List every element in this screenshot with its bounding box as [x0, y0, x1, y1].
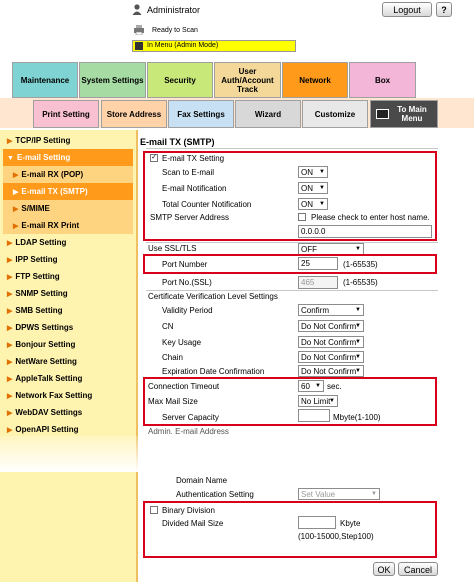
cn-label: CN: [162, 322, 174, 331]
sidebar-item-smime[interactable]: ▶ S/MIME: [3, 200, 133, 217]
connection-timeout-unit: sec.: [327, 382, 342, 391]
sidebar-item-dpws[interactable]: ▶ DPWS Settings: [7, 323, 74, 332]
divided-mail-size-range: (100-15000,Step100): [298, 532, 374, 541]
sidebar-item-webdav[interactable]: ▶ WebDAV Settings: [7, 408, 83, 417]
sidebar-item-netware[interactable]: ▶ NetWare Setting: [7, 357, 77, 366]
auth-setting-label: Authentication Setting: [176, 490, 254, 499]
tab-system-settings[interactable]: System Settings: [79, 62, 146, 98]
max-mail-size-select[interactable]: No Limit ▼: [298, 395, 338, 407]
hostname-check-label: Please check to enter host name.: [311, 213, 430, 222]
sidebar-item-tcpip[interactable]: ▶ TCP/IP Setting: [7, 136, 71, 145]
domain-name-label: Domain Name: [176, 476, 228, 485]
expiration-date-label: Expiration Date Confirmation: [162, 367, 265, 376]
main-menu-icon: [376, 109, 389, 119]
connection-timeout-select[interactable]: 60 ▼: [298, 380, 324, 392]
sidebar-item-ipp[interactable]: ▶ IPP Setting: [7, 255, 58, 264]
server-capacity-input[interactable]: [298, 409, 330, 422]
binary-division-label: Binary Division: [162, 506, 215, 515]
tab-wizard[interactable]: Wizard: [235, 100, 301, 128]
sidebar-item-ftp[interactable]: ▶ FTP Setting: [7, 272, 60, 281]
port-number-range: (1-65535): [343, 260, 378, 269]
cert-level-label: Certificate Verification Level Settings: [148, 292, 278, 301]
ssl-label: Use SSL/TLS: [148, 244, 197, 253]
chain-label: Chain: [162, 353, 183, 362]
max-mail-size-label: Max Mail Size: [148, 397, 198, 406]
server-capacity-unit: Mbyte(1-100): [333, 413, 381, 422]
tab-network[interactable]: Network: [282, 62, 348, 98]
divider-ssl: [146, 242, 438, 243]
total-counter-select[interactable]: ON ▼: [298, 198, 328, 210]
sidebar-item-smb[interactable]: ▶ SMB Setting: [7, 306, 63, 315]
admin-email-label: Admin. E-mail Address: [148, 427, 229, 436]
tab-security[interactable]: Security: [147, 62, 213, 98]
scan-to-email-label: Scan to E-mail: [162, 168, 215, 177]
tab-print-setting[interactable]: Print Setting: [33, 100, 99, 128]
title-divider: [146, 148, 438, 149]
sidebar-item-ldap[interactable]: ▶ LDAP Setting: [7, 238, 67, 247]
port-ssl-range: (1-65535): [343, 278, 378, 287]
sidebar-item-openapi[interactable]: ▶ OpenAPI Setting: [7, 425, 79, 434]
tab-customize[interactable]: Customize: [302, 100, 368, 128]
sidebar-item-snmp[interactable]: ▶ SNMP Setting: [7, 289, 68, 298]
port-number-input[interactable]: 25: [298, 257, 338, 270]
printer-icon: [133, 25, 145, 35]
key-usage-select[interactable]: Do Not Confirm ▼: [298, 336, 364, 348]
divider-cert: [146, 290, 438, 291]
chain-select[interactable]: Do Not Confirm ▼: [298, 351, 364, 363]
hostname-checkbox[interactable]: [298, 213, 306, 221]
divided-mail-size-unit: Kbyte: [340, 519, 361, 528]
tab-store-address[interactable]: Store Address: [101, 100, 167, 128]
port-number-label: Port Number: [162, 260, 208, 269]
port-ssl-label: Port No.(SSL): [162, 278, 212, 287]
faded-region: [0, 436, 474, 472]
sidebar-divider: [136, 130, 138, 582]
binary-division-checkbox[interactable]: [150, 506, 158, 514]
sidebar-item-bonjour[interactable]: ▶ Bonjour Setting: [7, 340, 76, 349]
email-notification-select[interactable]: ON ▼: [298, 182, 328, 194]
port-ssl-input[interactable]: 465: [298, 276, 338, 289]
smtp-server-input[interactable]: 0.0.0.0: [298, 225, 432, 238]
total-counter-label: Total Counter Notification: [162, 200, 252, 209]
admin-icon: [132, 4, 142, 15]
validity-period-select[interactable]: Confirm ▼: [298, 304, 364, 316]
server-capacity-label: Server Capacity: [162, 413, 219, 422]
mode-bar: [132, 40, 296, 52]
expiration-date-select[interactable]: Do Not Confirm ▼: [298, 365, 364, 377]
key-usage-label: Key Usage: [162, 338, 202, 347]
sidebar-item-email-setting[interactable]: ▼ E-mail Setting: [3, 149, 133, 166]
tab-user-auth[interactable]: User Auth/Account Track: [214, 62, 281, 98]
ok-button[interactable]: OK: [373, 562, 395, 576]
smtp-server-label: SMTP Server Address: [150, 213, 229, 222]
sidebar-item-appletalk[interactable]: ▶ AppleTalk Setting: [7, 374, 83, 383]
divided-mail-size-label: Divided Mail Size: [162, 519, 224, 528]
auth-setting-select[interactable]: Set Value ▼: [298, 488, 380, 500]
cn-select[interactable]: Do Not Confirm ▼: [298, 320, 364, 332]
mode-bar-icon: [135, 42, 143, 50]
logout-button[interactable]: Logout: [382, 2, 432, 17]
mode-text: In Menu (Admin Mode): [147, 42, 219, 49]
cancel-button[interactable]: Cancel: [398, 562, 438, 576]
admin-label: Administrator: [147, 5, 201, 15]
connection-timeout-label: Connection Timeout: [148, 382, 220, 391]
email-tx-label: E-mail TX Setting: [162, 154, 225, 163]
help-button[interactable]: ?: [436, 2, 452, 17]
tab-maintenance[interactable]: Maintenance: [12, 62, 78, 98]
email-notification-label: E-mail Notification: [162, 184, 227, 193]
tab-box[interactable]: Box: [349, 62, 416, 98]
sidebar-item-email-rx-print[interactable]: ▶ E-mail RX Print: [3, 217, 133, 234]
page-title: E-mail TX (SMTP): [140, 137, 215, 147]
validity-period-label: Validity Period: [162, 306, 213, 315]
to-main-menu-button[interactable]: To Main Menu: [370, 100, 438, 128]
sidebar-item-email-tx-smtp[interactable]: ▶ E-mail TX (SMTP): [3, 183, 133, 200]
status-text: Ready to Scan: [152, 27, 198, 34]
divided-mail-size-input[interactable]: [298, 516, 336, 529]
sidebar-item-network-fax[interactable]: ▶ Network Fax Setting: [7, 391, 93, 400]
tab-fax-settings[interactable]: Fax Settings: [168, 100, 234, 128]
sidebar-item-email-rx-pop[interactable]: ▶ E-mail RX (POP): [3, 166, 133, 183]
email-tx-checkbox[interactable]: ✓: [151, 154, 157, 161]
scan-to-email-select[interactable]: ON ▼: [298, 166, 328, 178]
ssl-select[interactable]: OFF ▼: [298, 243, 364, 255]
